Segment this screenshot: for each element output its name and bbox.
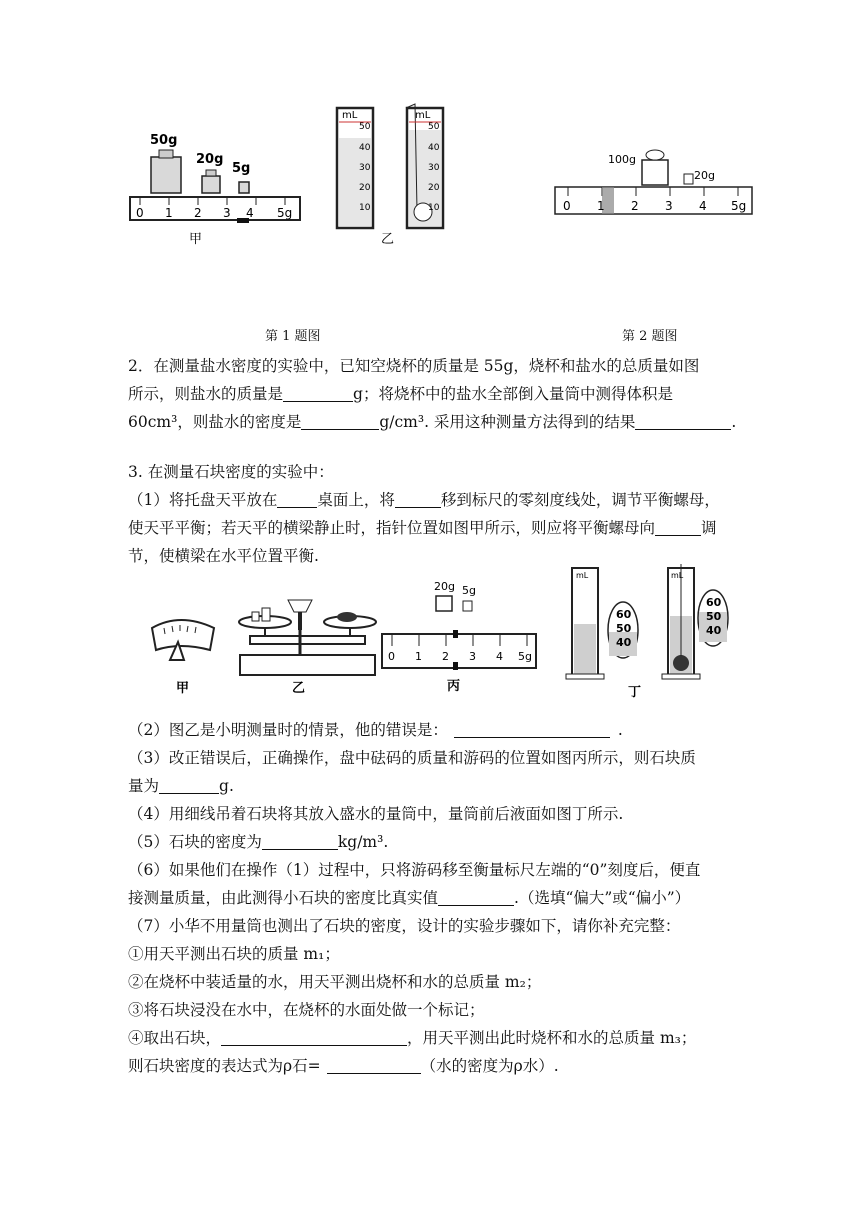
svg-text:10: 10 — [428, 203, 440, 213]
svg-text:mL: mL — [342, 110, 358, 121]
blank-bias[interactable] — [438, 887, 514, 906]
fig3-label-bing: 丙 — [447, 679, 461, 694]
svg-text:60: 60 — [706, 596, 722, 609]
figure-3 — [140, 560, 730, 705]
svg-text:60: 60 — [616, 608, 632, 621]
weight-20g-label: 20g — [196, 152, 224, 167]
figure-1 — [125, 100, 455, 245]
question-2: 2．在测量盐水密度的实验中，已知空烧杯的质量是 55g，烧杯和盐水的总质量如图 所示，则盐水的质量是 g；将烧杯中的盐水全部倒入量筒中测得体积是 60cm³，则盐水的密度是 g/cm³. 采用这种测量方法得到的结果 . — [128, 357, 737, 431]
svg-text:40: 40 — [428, 143, 440, 153]
svg-text:4: 4 — [496, 650, 503, 663]
svg-text:2: 2 — [194, 206, 202, 220]
blank-table-surface[interactable] — [277, 489, 317, 508]
svg-text:3: 3 — [665, 199, 673, 213]
blank-salt-water-mass[interactable] — [283, 383, 353, 402]
fig3-label-yi: 乙 — [292, 681, 306, 696]
svg-text:50: 50 — [359, 122, 371, 132]
svg-text:5g: 5g — [462, 584, 476, 597]
blank-stone-density[interactable] — [262, 831, 338, 850]
svg-text:20g: 20g — [434, 580, 455, 593]
blank-step-4[interactable] — [221, 1027, 407, 1046]
svg-text:30: 30 — [428, 163, 440, 173]
svg-text:5g: 5g — [518, 650, 532, 663]
svg-text:5g: 5g — [277, 206, 293, 220]
svg-text:mL: mL — [415, 110, 431, 121]
blank-rider[interactable] — [395, 489, 441, 508]
fig3-label-ding: 丁 — [628, 685, 642, 700]
blank-error[interactable] — [454, 719, 610, 738]
blank-stone-mass[interactable] — [159, 775, 219, 794]
svg-text:0: 0 — [563, 199, 571, 213]
svg-text:10: 10 — [359, 203, 371, 213]
svg-text:40: 40 — [706, 624, 722, 637]
svg-text:1: 1 — [415, 650, 422, 663]
svg-text:50: 50 — [706, 610, 722, 623]
svg-text:0: 0 — [388, 650, 395, 663]
svg-text:50: 50 — [616, 622, 632, 635]
blank-result-bias[interactable] — [635, 411, 731, 430]
svg-text:30: 30 — [359, 163, 371, 173]
svg-text:3: 3 — [469, 650, 476, 663]
fig1-label-yi: 乙 — [381, 232, 395, 245]
svg-text:40: 40 — [359, 143, 371, 153]
question-3-intro: 3. 在测量石块密度的实验中： （1）将托盘天平放在 桌面上，将 移到标尺的零刻度线处，调节平衡螺母， 使天平平衡；若天平的横梁静止时，指针位置如图甲所示，则应将平衡螺母向 调 节，使横梁在水平位置平衡. — [128, 463, 720, 565]
svg-text:mL: mL — [576, 571, 589, 580]
weight-20g-label-2: 20g — [694, 169, 715, 182]
fig1-label-jia: 甲 — [189, 232, 203, 245]
svg-text:5g: 5g — [731, 199, 747, 213]
svg-text:1: 1 — [597, 199, 605, 213]
svg-text:50: 50 — [428, 122, 440, 132]
svg-text:4: 4 — [246, 206, 254, 220]
weight-50g-label: 50g — [150, 133, 178, 148]
question-3-parts: （2）图乙是小明测量时的情景，他的错误是： . （3）改正错误后，正确操作，盘中砝码的质量和游码的位置如图丙所示，则石块质 量为 g. （4）用细线吊着石块将其放入盛水的量筒中，量筒前后液面如图丁所示. （5）石块的密度为 kg/m³. （6）如果他们在操作（1）过程中，只将游码移至衡量标尺左端的“0”刻度后，便直 接测量质量，由此测得小石块的密度比真实值 .（选填“偏大”或“偏小”） （7）小华不用量筒也测出了石块的密度，设计的实验步骤如下，请你补充完整： ①用天平测出石块的质量 m₁； ②在烧杯中装适量的水，用天平测出烧杯和水的总质量 m₂； ③将石块浸没在水中，在烧杯的水面处做一个标记； ④取出石块， ，用天平测出此时烧杯和水的总质量 m₃； 则石块密度的表达式为ρ石= （水的密度为ρ水）. — [128, 721, 701, 1075]
fig3-label-jia: 甲 — [176, 681, 190, 696]
svg-text:4: 4 — [699, 199, 707, 213]
caption-fig2: 第 2 题图 — [622, 329, 678, 344]
figure-2 — [550, 140, 760, 240]
svg-text:0: 0 — [136, 206, 144, 220]
svg-text:2: 2 — [442, 650, 449, 663]
svg-text:1: 1 — [165, 206, 173, 220]
svg-text:mL: mL — [671, 571, 684, 580]
svg-text:2: 2 — [631, 199, 639, 213]
caption-fig1: 第 1 题图 — [265, 329, 321, 344]
blank-density-expression[interactable] — [327, 1055, 421, 1074]
svg-text:20: 20 — [428, 183, 440, 193]
weight-100g-label: 100g — [608, 153, 636, 166]
svg-text:40: 40 — [616, 636, 632, 649]
blank-salt-water-density[interactable] — [301, 411, 379, 430]
weight-5g-label: 5g — [232, 161, 251, 176]
blank-direction[interactable] — [655, 517, 701, 536]
svg-text:20: 20 — [359, 183, 371, 193]
svg-text:3: 3 — [223, 206, 231, 220]
